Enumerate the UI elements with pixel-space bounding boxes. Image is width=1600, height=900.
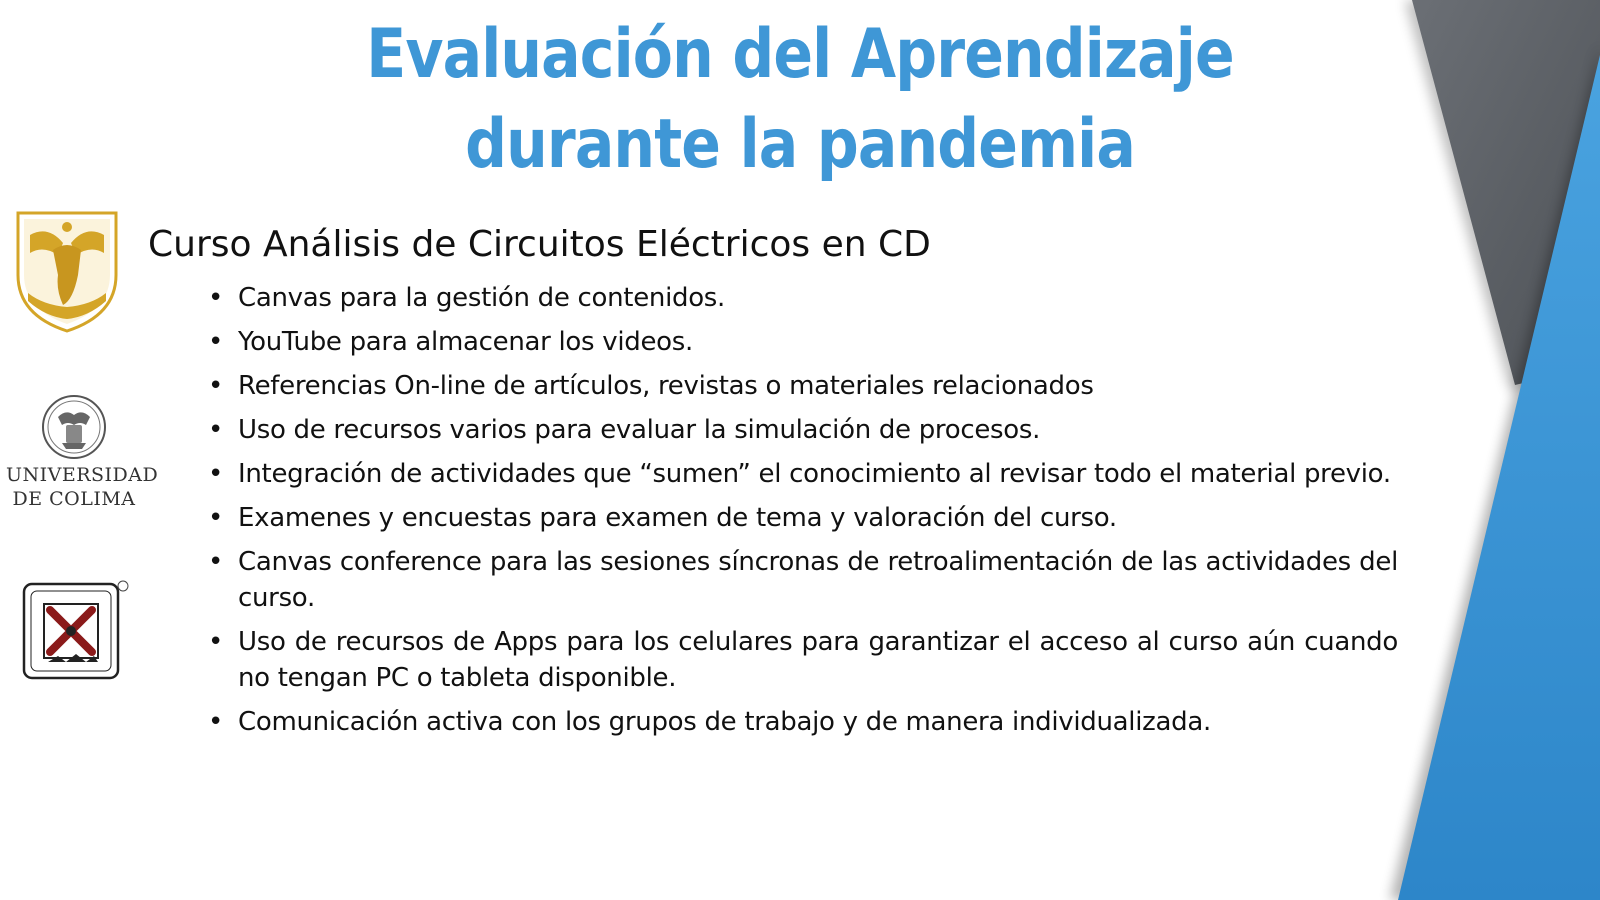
unam-logo [8,205,126,335]
bullet-list [208,280,1398,748]
bullet-item: • YouTube para almacenar los videos. [208,324,1398,360]
course-heading: Curso Análisis de Circuitos Eléctricos en CD [148,224,931,265]
bullet-item: • Uso de recursos varios para evaluar la simulación de procesos. [208,412,1398,448]
bullet-item: • Uso de recursos de Apps para los celulares para garantizar el acceso al curso aún cuando no tengan PC o tableta disponible. [208,624,1398,696]
bullet-item: • Referencias On-line de artículos, revistas o materiales relacionados [208,368,1398,404]
bullet-item: • Canvas para la gestión de contenidos. [208,280,1398,316]
bullet-item: • Examenes y encuestas para examen de tema y valoración del curso. [208,500,1398,536]
ucol-name-line-1: UNIVERSIDAD [6,464,159,486]
bullet-item: • Canvas conference para las sesiones síncronas de retroalimentación de las actividades del curso. [208,544,1398,616]
slide-title-line-2: durante la pandemia [465,105,1135,184]
bullet-item: • Comunicación activa con los grupos de trabajo y de manera individualizada. [208,704,1398,740]
unam-crest-icon [8,205,126,335]
ucol-logo [6,395,159,510]
bullet-item: • Integración de actividades que “sumen” el conocimiento al revisar todo el material previo. [208,456,1398,492]
slide-title [310,10,1290,190]
ucol-name-line-2: DE COLIMA [12,488,136,510]
slide-title-line-1: Evaluación del Aprendizaje [366,15,1234,94]
itnl-logo [18,578,132,686]
itnl-emblem-icon [18,578,132,686]
ucol-seal-icon [6,395,142,461]
